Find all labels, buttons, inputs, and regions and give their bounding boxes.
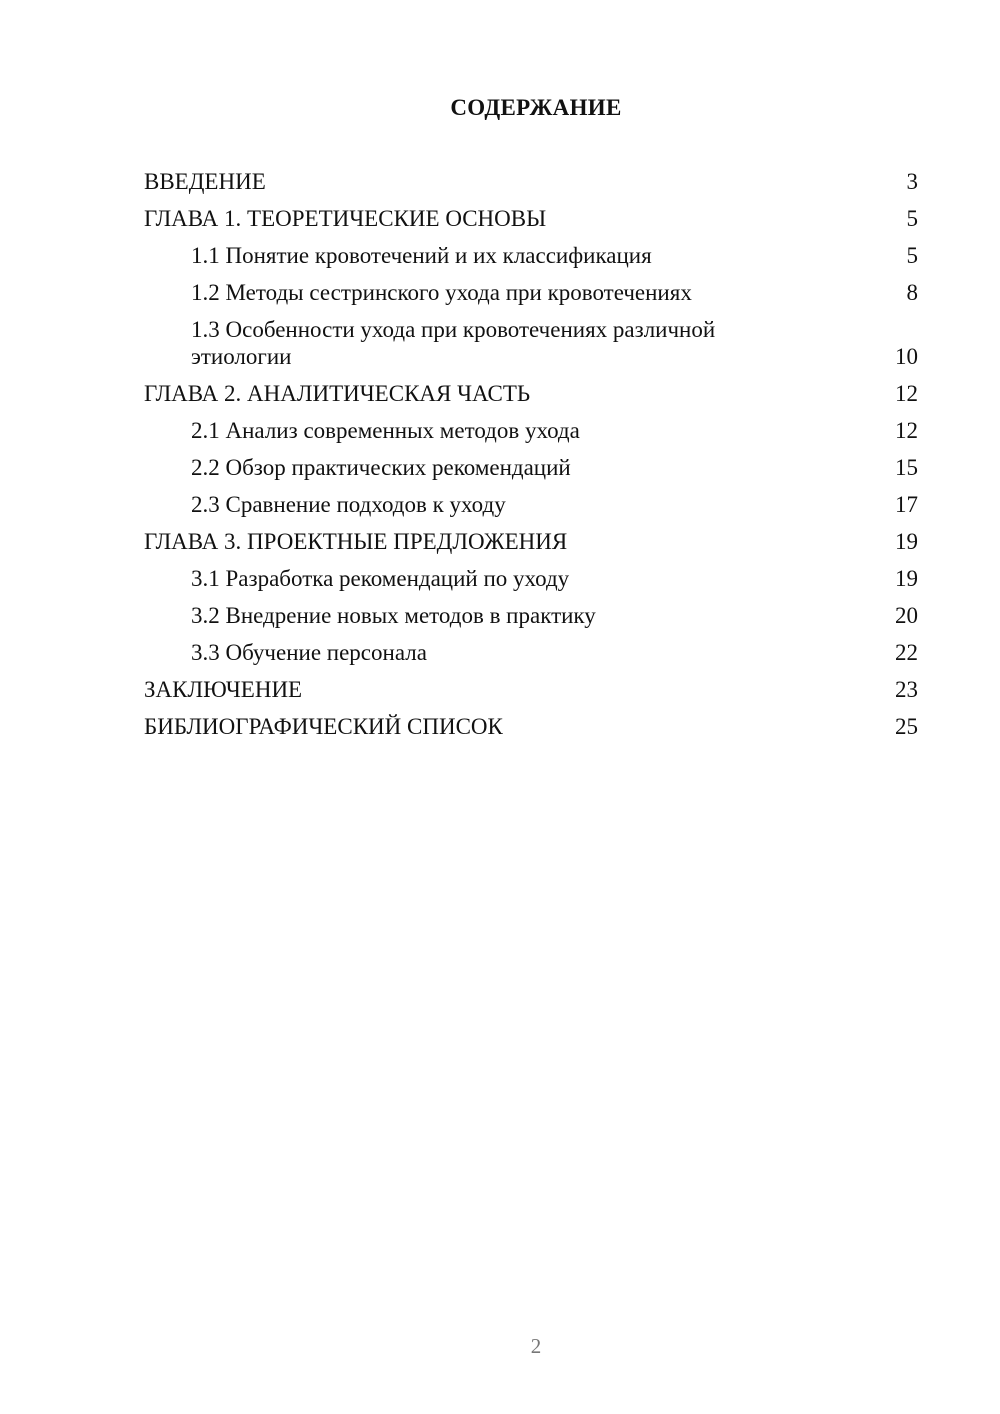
table-of-contents bbox=[144, 168, 918, 750]
toc-entry-section-2-3 bbox=[144, 491, 918, 518]
toc-entry-page: 5 bbox=[906, 206, 918, 231]
toc-entry-chapter-2 bbox=[144, 380, 918, 407]
toc-entry-introduction bbox=[144, 168, 918, 195]
toc-entry-text: ГЛАВА 1. ТЕОРЕТИЧЕСКИЕ ОСНОВЫ bbox=[144, 206, 547, 231]
toc-entry-text: ВВЕДЕНИЕ bbox=[144, 169, 266, 194]
toc-entry-page: 10 bbox=[895, 344, 918, 369]
toc-entry-conclusion bbox=[144, 676, 918, 703]
toc-entry-page: 19 bbox=[895, 566, 918, 591]
toc-entry-text: ЗАКЛЮЧЕНИЕ bbox=[144, 677, 303, 702]
toc-entry-page: 17 bbox=[895, 492, 918, 517]
toc-entry-bibliography bbox=[144, 713, 918, 740]
toc-entry-text: ГЛАВА 2. АНАЛИТИЧЕСКАЯ ЧАСТЬ bbox=[144, 381, 531, 406]
toc-entry-section-3-3 bbox=[144, 639, 918, 666]
toc-entry-page: 22 bbox=[895, 640, 918, 665]
toc-entry-text: 1.3 Особенности ухода при кровотечениях различной этиологии bbox=[191, 317, 716, 369]
toc-entry-text: 2.2 Обзор практических рекомендаций bbox=[191, 455, 571, 480]
toc-entry-section-3-1 bbox=[144, 565, 918, 592]
toc-entry-page: 15 bbox=[895, 455, 918, 480]
toc-entry-page: 25 bbox=[895, 714, 918, 739]
toc-entry-section-2-1 bbox=[144, 417, 918, 444]
toc-entry-text: 1.1 Понятие кровотечений и их классификация bbox=[191, 243, 652, 268]
toc-entry-text: 2.3 Сравнение подходов к уходу bbox=[191, 492, 506, 517]
toc-entry-text: 3.2 Внедрение новых методов в практику bbox=[191, 603, 596, 628]
toc-entry-page: 20 bbox=[895, 603, 918, 628]
toc-entry-page: 5 bbox=[906, 243, 918, 268]
page-number: 2 bbox=[530, 1334, 542, 1358]
toc-entry-section-1-2 bbox=[144, 279, 918, 306]
toc-entry-section-3-2 bbox=[144, 602, 918, 629]
toc-entry-text: 1.2 Методы сестринского ухода при кровотечениях bbox=[191, 280, 692, 305]
toc-entry-chapter-3 bbox=[144, 528, 918, 555]
toc-entry-section-1-3 bbox=[144, 316, 918, 370]
toc-entry-page: 12 bbox=[895, 418, 918, 443]
toc-entry-page: 8 bbox=[906, 280, 918, 305]
toc-entry-page: 23 bbox=[895, 677, 918, 702]
toc-entry-chapter-1 bbox=[144, 205, 918, 232]
toc-entry-text: 2.1 Анализ современных методов ухода bbox=[191, 418, 580, 443]
toc-entry-text: 3.1 Разработка рекомендаций по уходу bbox=[191, 566, 570, 591]
toc-entry-section-2-2 bbox=[144, 454, 918, 481]
toc-entry-page: 19 bbox=[895, 529, 918, 554]
toc-entry-section-1-1 bbox=[144, 242, 918, 269]
toc-entry-page: 3 bbox=[906, 169, 918, 194]
toc-entry-text: БИБЛИОГРАФИЧЕСКИЙ СПИСОК bbox=[144, 714, 503, 739]
toc-entry-text: ГЛАВА 3. ПРОЕКТНЫЕ ПРЕДЛОЖЕНИЯ bbox=[144, 529, 568, 554]
page-title: СОДЕРЖАНИЕ bbox=[450, 95, 622, 120]
toc-entry-text: 3.3 Обучение персонала bbox=[191, 640, 427, 665]
toc-entry-page: 12 bbox=[895, 381, 918, 406]
